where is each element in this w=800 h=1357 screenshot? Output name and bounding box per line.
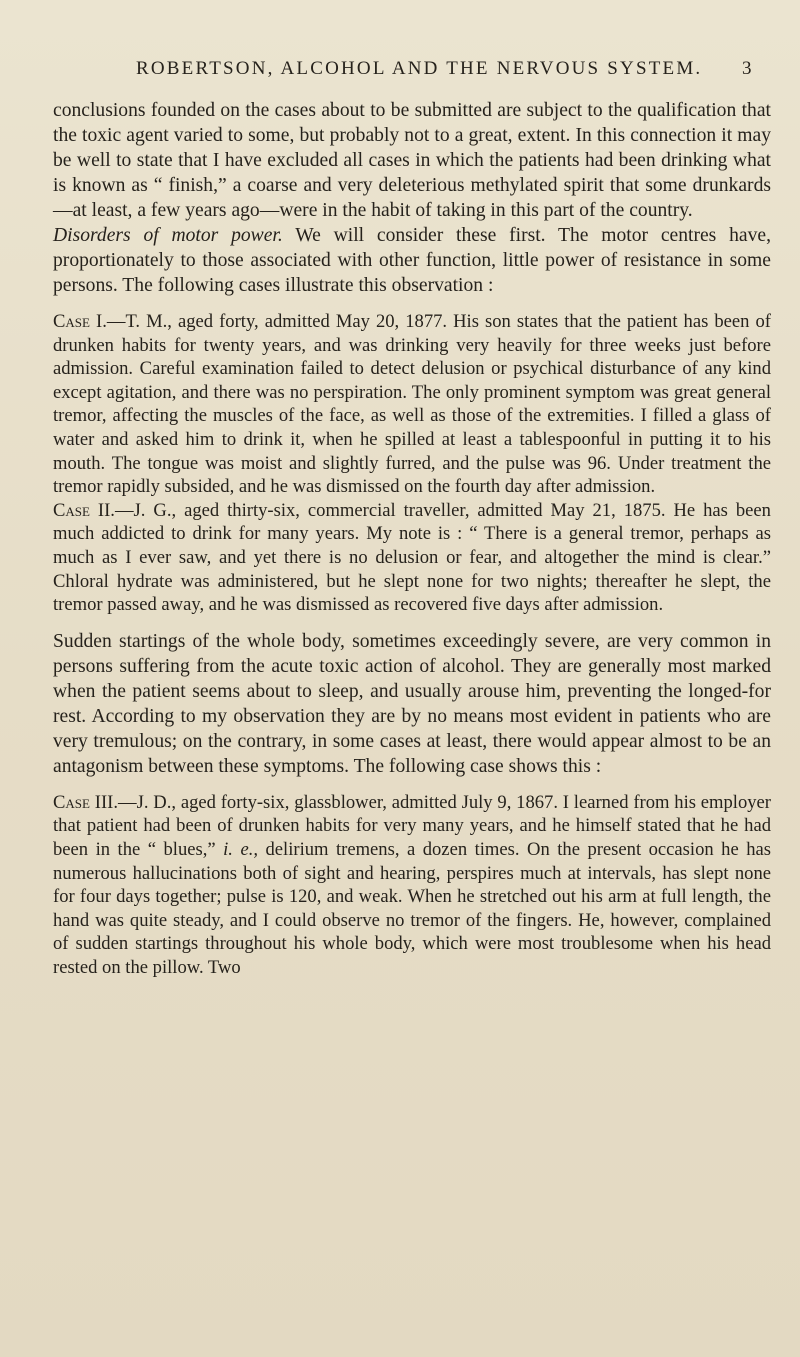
case-2 (53, 499, 771, 617)
case-2-text: —J. G., aged thirty-six, commercial traveller, admitted May 21, 1875. He has been much addicted to drink for many years. My note is : “ There is a general tremor, perhaps as much as I ever saw, and yet there is no delusion or fear, and altogether the mind is clear.” Chloral hydrate was administered, but he slept none for two nights; thereafter he slept, the tremor passed away, and he was dismissed as recovered five days after admission. (53, 499, 771, 616)
case-2-label: Case II. (53, 499, 115, 521)
section-heading-motor-power: Disorders of motor power. (53, 225, 283, 246)
case-3-ie: i. e., (223, 838, 258, 860)
page-number: 3 (742, 58, 754, 79)
running-title: ROBERTSON, ALCOHOL AND THE NERVOUS SYSTEM. (136, 58, 703, 79)
paragraph-sudden-startings: Sudden startings of the whole body, sometimes exceedingly severe, are very common in persons suffering from the acute toxic action of alcohol. They are generally most marked when the patient seems about to sleep, and usually arouse him, preventing the longed-for rest. According to my observation they are by no means most evident in patients who are very tremulous; on the contrary, in some cases at least, there would appear almost to be an antagonism between these symptoms. The following case shows this : (53, 630, 771, 777)
case-1-text: —T. M., aged forty, admitted May 20, 1877. His son states that the patient has been of drunken habits for twenty years, and was drinking very heavily for three weeks just before admission. Careful examination failed to detect delusion or psychical disturbance of any kind except agitation, and there was no perspiration. The only prominent symptom was great general tremor, affecting the muscles of the face, as well as those of the extremities. I filled a glass of water and asked him to drink it, when he spilled at least a tablespoonful in putting it to his mouth. The tongue was moist and slightly furred, and the pulse was 96. Under treatment the tremor rapidly subsided, and he was dismissed on the fourth day after admission. (53, 311, 771, 498)
case-1-label: Case I. (53, 311, 107, 332)
case-3 (53, 791, 771, 980)
running-head (80, 58, 780, 88)
paragraph-motor-power (53, 223, 771, 298)
case-3-label: Case III. (53, 791, 118, 813)
case-3-text-b: delirium tremens, a dozen times. On the present occasion he has numerous hallucinations both of sight and hearing, perspires much at intervals, has slept none for four days together; pulse is 120, and weak. When he stretched out his arm at full length, the hand was quite steady, and I could observe no tremor of the fingers. He, however, complained of sudden startings throughout his whole body, which were most troublesome when his head rested on the pillow. Two (53, 838, 771, 978)
paragraph-motor-power-text: We will consider these first. The motor centres have, proportionately to those associated with other function, little power of resistance in some persons. The following cases illustrate this observation : (53, 225, 771, 296)
body-text (53, 98, 771, 979)
paragraph-conclusions: conclusions founded on the cases about to be submitted are subject to the qualification that the toxic agent varied to some, but probably not to a great, extent. In this connection it may be well to state that I have excluded all cases in which the patients had been drinking what is known as “ finish,” a coarse and very deleterious methylated spirit that some drunkards—at least, a few years ago—were in the habit of taking in this part of the country. (53, 100, 771, 221)
case-3-text-a: —J. D., aged forty-six, glassblower, admitted July 9, 1867. I learned from his employer that patient had been of drunken habits for very many years, and he himself stated that he had been in the “ blues,” (53, 791, 771, 860)
case-1 (53, 310, 771, 499)
